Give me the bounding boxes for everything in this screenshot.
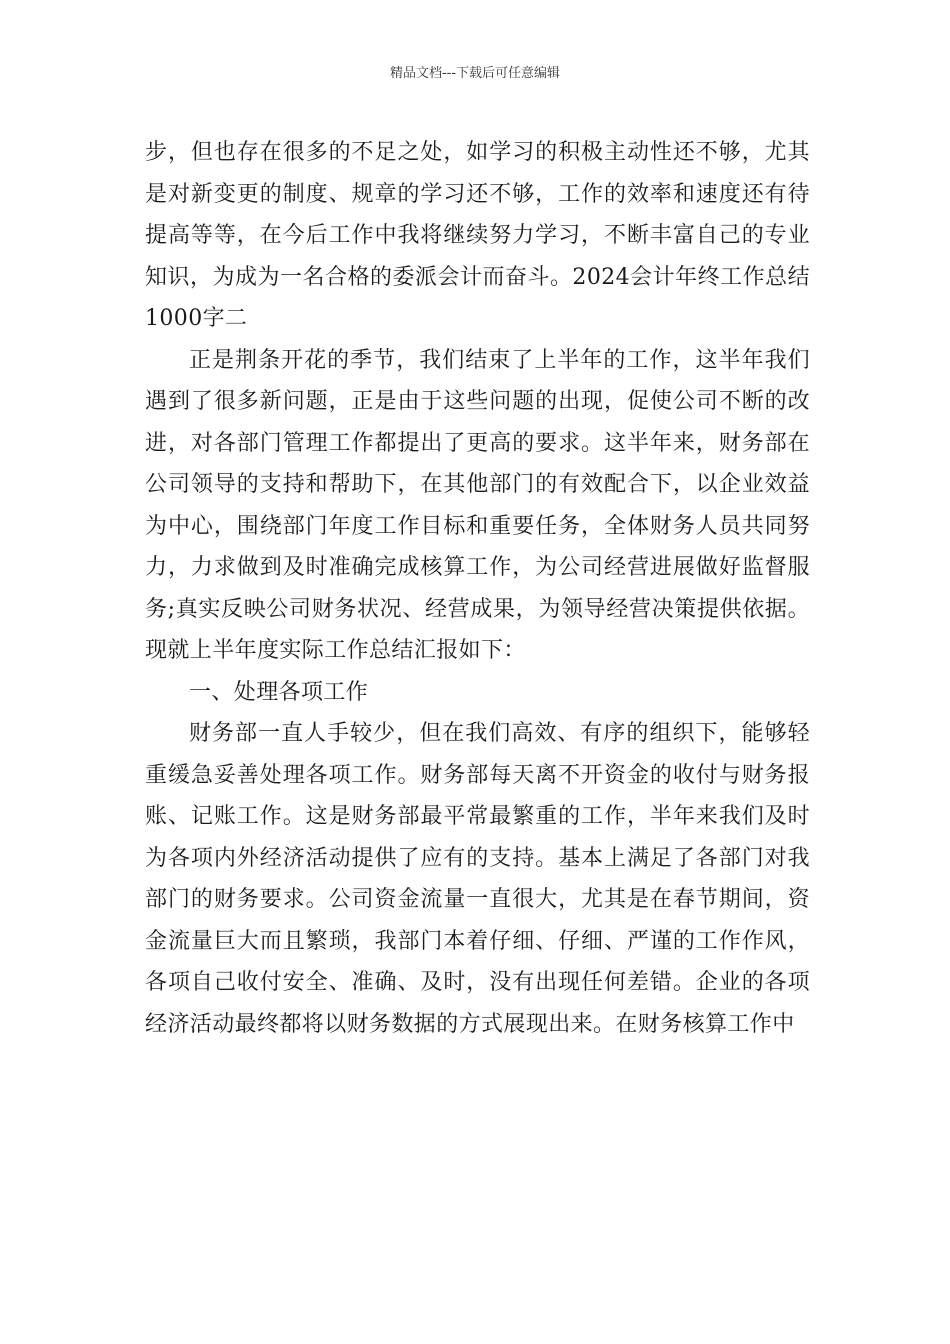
paragraph-continued: 步，但也存在很多的不足之处，如学习的积极主动性还不够，尤其是对新变更的制度、规章的学习还不够，工作的效率和速度还有待提高等等，在今后工作中我将继续努力学习，不断丰富自己的专业知识，为成为一名合格的委派会计而奋斗。2024会计年终工作总结1000字二	[145, 140, 810, 331]
paragraph-intro: 正是荆条开花的季节，我们结束了上半年的工作，这半年我们遇到了很多新问题，正是由于这些问题的出现，促使公司不断的改进，对各部门管理工作都提出了更高的要求。这半年来，财务部在公司领导的支持和帮助下，在其他部门的有效配合下，以企业效益为中心，围绕部门年度工作目标和重要任务，全体财务人员共同努力，力求做到及时准确完成核算工作，为公司经营进展做好监督服务;真实反映公司财务状况、经营成果，为领导经营决策提供依据。现就上半年度实际工作总结汇报如下：	[145, 347, 810, 663]
paragraph-section-one: 财务部一直人手较少，但在我们高效、有序的组织下，能够轻重缓急妥善处理各项工作。财务部每天离不开资金的收付与财务报账、记账工作。这是财务部最平常最繁重的工作，半年来我们及时为各项内外经济活动提供了应有的支持。基本上满足了各部门对我部门的财务要求。公司资金流量一直很大，尤其是在春节期间，资金流量巨大而且繁琐，我部门本着仔细、仔细、严谨的工作作风，各项自己收付安全、准确、及时，没有出现任何差错。企业的各项经济活动最终都将以财务数据的方式展现出来。在财务核算工作中	[145, 721, 810, 1037]
section-heading: 一、处理各项工作	[189, 679, 369, 705]
document-body	[145, 132, 810, 1045]
page-header: 精品文档---下载后可任意编辑	[389, 66, 561, 81]
